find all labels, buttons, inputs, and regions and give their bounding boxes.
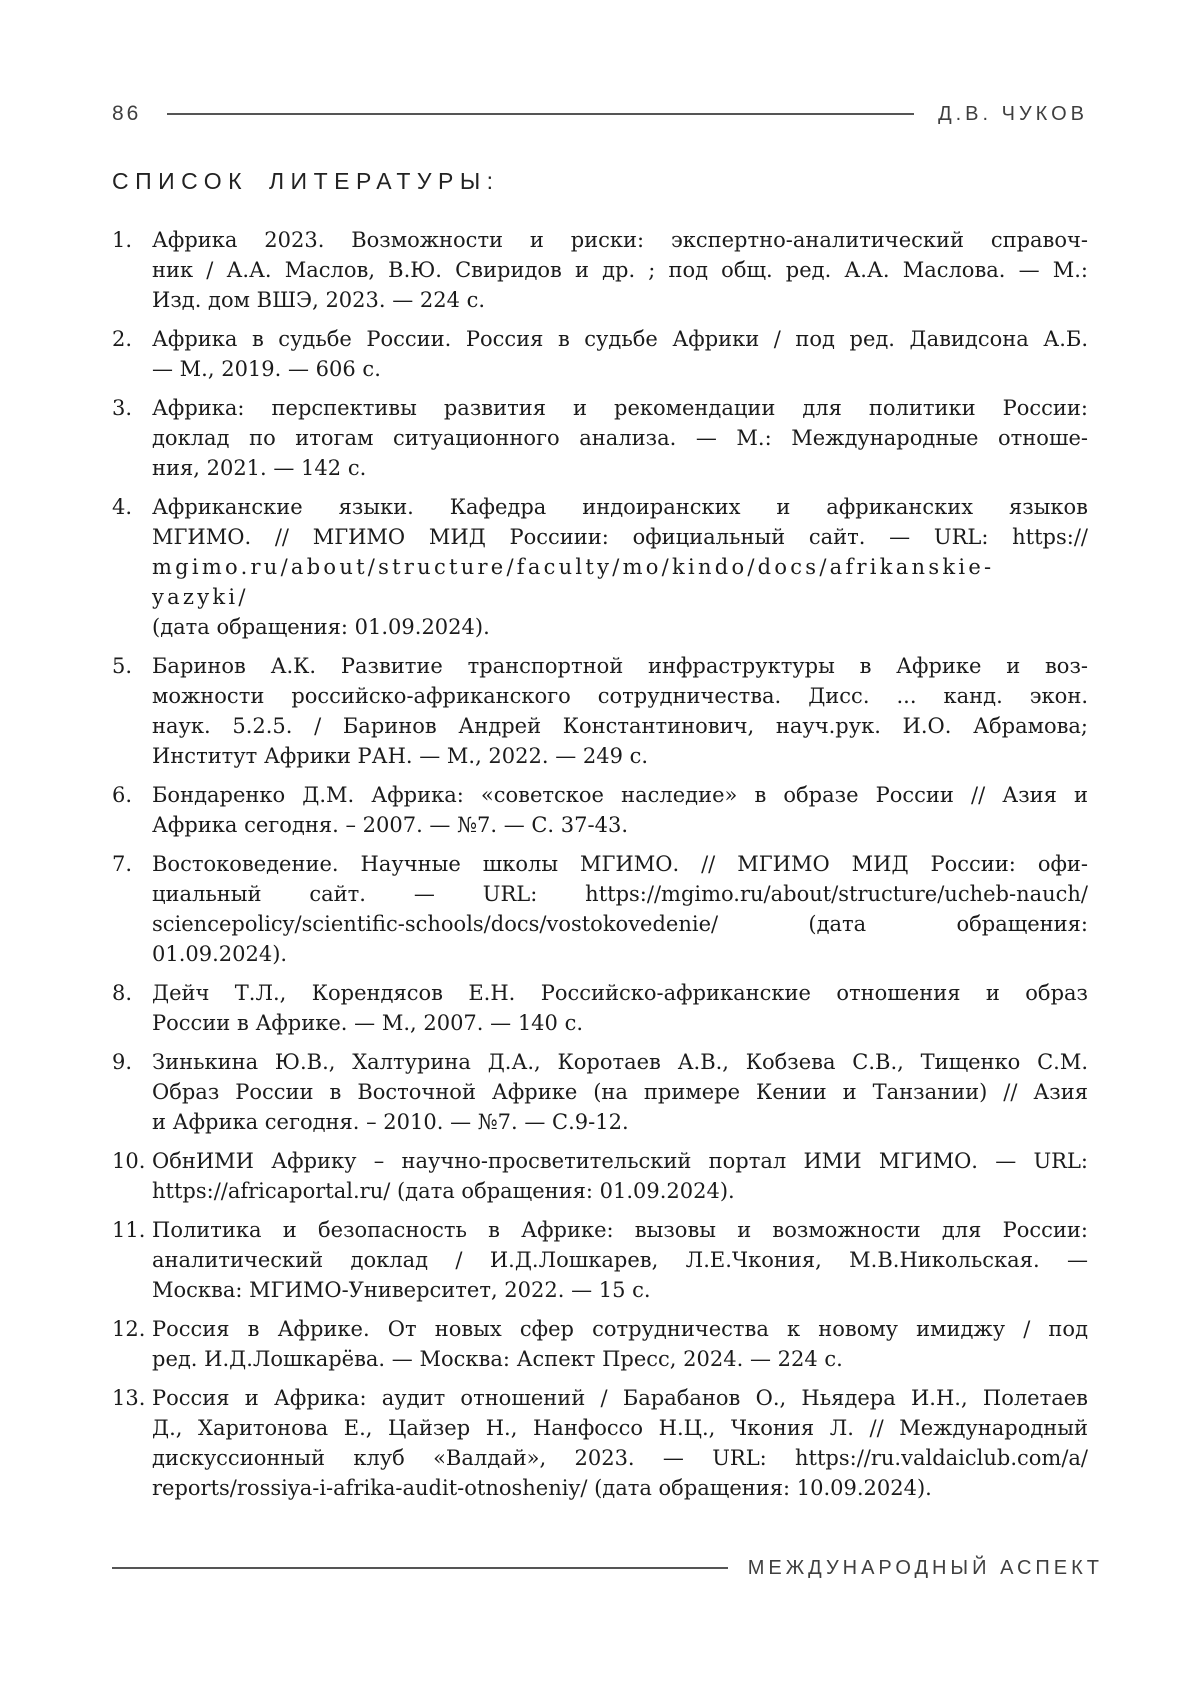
- reference-line: — М., 2019. — 606 с.: [152, 357, 381, 381]
- reference-text: [152, 492, 1088, 642]
- reference-item: [112, 1215, 1088, 1305]
- running-footer: [112, 1556, 1103, 1580]
- reference-line: Россия и Африка: аудит отношений / Барабанов О., Ньядера И.Н., Полетаев: [152, 1386, 1088, 1410]
- reference-number: 4.: [112, 495, 133, 519]
- running-head-author: Д.В. ЧУКОВ: [938, 103, 1088, 125]
- reference-item: [112, 324, 1088, 384]
- reference-number: 3.: [112, 396, 133, 420]
- reference-line: циальный сайт. — URL: https://mgimo.ru/about/structure/ucheb-nauch/: [152, 882, 1088, 906]
- running-header: [112, 102, 1088, 126]
- reference-line: Политика и безопасность в Африке: вызовы и возможности для России:: [152, 1218, 1088, 1242]
- reference-line: ния, 2021. — 142 с.: [152, 456, 367, 480]
- reference-number: 13.: [112, 1386, 146, 1410]
- reference-number: 5.: [112, 654, 133, 678]
- reference-line: наук. 5.2.5. / Баринов Андрей Константинович, науч.рук. И.О. Абрамова;: [152, 714, 1088, 738]
- reference-line: Дейч Т.Л., Корендясов Е.Н. Российско-африканские отношения и образ: [152, 981, 1088, 1005]
- reference-item: [112, 1314, 1088, 1374]
- reference-line: аналитический доклад / И.Д.Лошкарев, Л.Е.Чкония, М.В.Никольская. —: [152, 1248, 1088, 1272]
- reference-list: [112, 225, 1088, 1503]
- footer-journal-label: МЕЖДУНАРОДНЫЙ АСПЕКТ: [747, 1557, 1103, 1579]
- reference-number: 12.: [112, 1317, 146, 1341]
- reference-text: [152, 1215, 1088, 1305]
- reference-number: 8.: [112, 981, 133, 1005]
- reference-line: и Африка сегодня. – 2010. — №7. — С.9-12.: [152, 1110, 629, 1134]
- reference-item: [112, 849, 1088, 969]
- reference-number: 2.: [112, 327, 133, 351]
- reference-line: ник / А.А. Маслов, В.Ю. Свиридов и др. ; под общ. ред. А.А. Маслова. — М.:: [152, 258, 1088, 282]
- reference-text: [152, 1383, 1088, 1503]
- reference-text: [152, 978, 1088, 1038]
- reference-text: [152, 1314, 1088, 1374]
- reference-line: Африка сегодня. – 2007. — №7. — С. 37-43.: [152, 813, 628, 837]
- reference-item: [112, 780, 1088, 840]
- reference-line: дискуссионный клуб «Валдай», 2023. — URL: https://ru.valdaiclub.com/a/: [152, 1446, 1088, 1470]
- reference-line: МГИМО. // МГИМО МИД Россиии: официальный сайт. — URL: https://: [152, 525, 1088, 549]
- reference-number: 11.: [112, 1218, 146, 1242]
- reference-line: Востоковедение. Научные школы МГИМО. // МГИМО МИД России: офи-: [152, 852, 1088, 876]
- reference-line: https://africaportal.ru/ (дата обращения: 01.09.2024).: [152, 1179, 735, 1203]
- reference-text: [152, 393, 1088, 483]
- reference-item: [112, 1047, 1088, 1137]
- reference-text: [152, 1047, 1088, 1137]
- reference-line: Африка 2023. Возможности и риски: экспертно-аналитический справоч-: [152, 228, 1088, 252]
- reference-line: ред. И.Д.Лошкарёва. — Москва: Аспект Пресс, 2024. — 224 с.: [152, 1347, 843, 1371]
- reference-text: [152, 780, 1088, 840]
- reference-line: Зинькина Ю.В., Халтурина Д.А., Коротаев А.В., Кобзева С.В., Тищенко С.М.: [152, 1050, 1088, 1074]
- reference-text: [152, 849, 1088, 969]
- reference-line: 01.09.2024).: [152, 942, 288, 966]
- reference-line: можности российско-африканского сотрудничества. Дисс. ... канд. экон.: [152, 684, 1088, 708]
- reference-text: [152, 1146, 1088, 1206]
- reference-number: 6.: [112, 783, 133, 807]
- reference-item: [112, 492, 1088, 642]
- reference-item: [112, 1146, 1088, 1206]
- reference-text: [152, 225, 1088, 315]
- page-content: [112, 0, 1088, 1503]
- reference-line: (дата обращения: 01.09.2024).: [152, 615, 490, 639]
- reference-line: Россия в Африке. От новых сфер сотрудничества к новому имиджу / под: [152, 1317, 1088, 1341]
- reference-text: [152, 651, 1088, 771]
- reference-line: Образ России в Восточной Африке (на примере Кении и Танзании) // Азия: [152, 1080, 1088, 1104]
- header-rule: [167, 113, 914, 115]
- reference-line: Африка: перспективы развития и рекомендации для политики России:: [152, 396, 1088, 420]
- reference-item: [112, 978, 1088, 1038]
- reference-line: России в Африке. — М., 2007. — 140 с.: [152, 1011, 584, 1035]
- reference-line: Институт Африки РАН. — М., 2022. — 249 с.: [152, 744, 649, 768]
- reference-line: Баринов А.К. Развитие транспортной инфраструктуры в Африке и воз-: [152, 654, 1088, 678]
- page-number: 86: [112, 102, 142, 125]
- reference-line: Изд. дом ВШЭ, 2023. — 224 с.: [152, 288, 486, 312]
- reference-line: Москва: МГИМО-Университет, 2022. — 15 с.: [152, 1278, 651, 1302]
- reference-number: 7.: [112, 852, 133, 876]
- footer-rule: [112, 1567, 728, 1569]
- reference-number: 1.: [112, 228, 133, 252]
- reference-item: [112, 1383, 1088, 1503]
- reference-number: 9.: [112, 1050, 133, 1074]
- reference-item: [112, 651, 1088, 771]
- reference-line: mgimo.ru/about/structure/faculty/mo/kindo/docs/afrikanskie-yazyki/: [152, 555, 995, 609]
- section-title: СПИСОК ЛИТЕРАТУРЫ:: [112, 168, 500, 194]
- reference-number: 10.: [112, 1149, 146, 1173]
- reference-line: sciencepolicy/scientific-schools/docs/vostokovedenie/ (дата обращения:: [152, 912, 1088, 936]
- reference-text: [152, 324, 1088, 384]
- reference-line: reports/rossiya-i-afrika-audit-otnosheniy/ (дата обращения: 10.09.2024).: [152, 1476, 932, 1500]
- reference-item: [112, 225, 1088, 315]
- reference-item: [112, 393, 1088, 483]
- reference-line: ОбнИМИ Африку – научно-просветительский портал ИМИ МГИМО. — URL:: [152, 1149, 1088, 1173]
- reference-line: Д., Харитонова Е., Цайзер Н., Нанфоссо Н.Ц., Чкония Л. // Международный: [152, 1416, 1088, 1440]
- reference-line: Бондаренко Д.М. Африка: «советское наследие» в образе России // Азия и: [152, 783, 1088, 807]
- reference-line: доклад по итогам ситуационного анализа. — М.: Международные отноше-: [152, 426, 1088, 450]
- reference-line: Африка в судьбе России. Россия в судьбе Африки / под ред. Давидсона А.Б.: [152, 327, 1088, 351]
- reference-line: Африканские языки. Кафедра индоиранских и африканских языков: [152, 495, 1088, 519]
